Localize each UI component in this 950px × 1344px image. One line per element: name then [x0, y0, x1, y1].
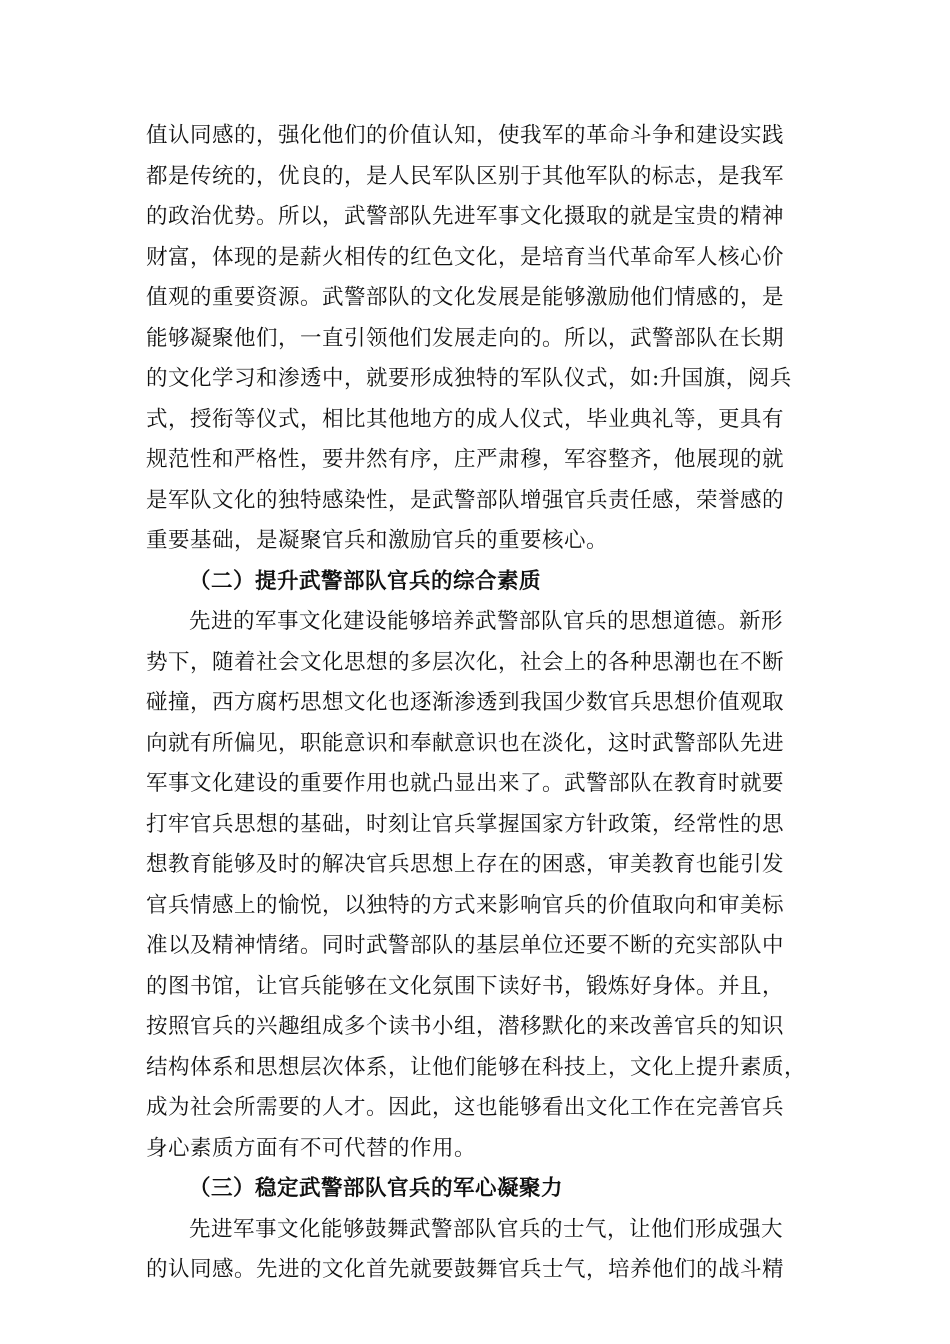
text-line: 向就有所偏见，职能意识和奉献意识也在淡化，这时武警部队先进: [146, 730, 785, 756]
text-line: 打牢官兵思想的基础，时刻让官兵掌握国家方针政策，经常性的思: [146, 811, 785, 837]
text-line: 想教育能够及时的解决官兵思想上存在的困惑，审美教育也能引发: [146, 852, 785, 877]
text-line: 式，授衔等仪式，相比其他地方的成人仪式，毕业典礼等，更具有: [146, 406, 785, 432]
text-line: 先进军事文化能够鼓舞武警部队官兵的士气，让他们形成强大: [189, 1216, 784, 1242]
text-line: 规范性和严格性，要井然有序，庄严肃穆，军容整齐，他展现的就: [146, 447, 785, 472]
text-line: 先进的军事文化建设能够培养武警部队官兵的思想道德。新形: [189, 609, 784, 634]
paragraph-2: [146, 602, 820, 1169]
text-line: 的图书馆，让官兵能够在文化氛围下读好书，锻炼好身体。并且，: [146, 973, 785, 999]
text-line: 身心素质方面有不可代替的作用。: [146, 1135, 477, 1161]
text-line: 值认同感的，强化他们的价值认知，使我军的革命斗争和建设实践: [146, 123, 785, 148]
text-line: 值观的重要资源。武警部队的文化发展是能够激励他们情感的，是: [146, 285, 785, 310]
text-line: 财富，体现的是薪火相传的红色文化，是培育当代革命军人核心价: [146, 244, 785, 270]
text-line: 都是传统的，优良的，是人民军队区别于其他军队的标志，是我军: [146, 163, 785, 189]
text-line: 按照官兵的兴趣组成多个读书小组，潜移默化的来改善官兵的知识: [146, 1014, 785, 1039]
text-line: 碰撞，西方腐朽思想文化也逐渐渗透到我国少数官兵思想价值观取: [146, 690, 785, 715]
paragraph-1: [146, 116, 820, 562]
text-line: 结构体系和思想层次体系，让他们能够在科技上，文化上提升素质，: [146, 1054, 807, 1080]
text-line: 势下，随着社会文化思想的多层次化，社会上的各种思潮也在不断: [146, 649, 785, 675]
text-line: 的文化学习和渗透中，就要形成独特的军队仪式，如:升国旗，阅兵: [146, 366, 792, 391]
text-line: 能够凝聚他们，一直引领他们发展走向的。所以，武警部队在长期: [146, 325, 785, 351]
text-line: 军事文化建设的重要作用也就凸显出来了。武警部队在教育时就要: [146, 771, 785, 796]
text-line: 准以及精神情绪。同时武警部队的基层单位还要不断的充实部队中: [146, 933, 785, 958]
text-line: 官兵情感上的愉悦，以独特的方式来影响官兵的价值取向和审美标: [146, 892, 785, 918]
document-body: [146, 116, 820, 1291]
section-heading-3: （三）稳定武警部队官兵的军心凝聚力: [189, 1176, 564, 1201]
text-line: 成为社会所需要的人才。因此，这也能够看出文化工作在完善官兵: [146, 1095, 785, 1120]
text-line: 重要基础，是凝聚官兵和激励官兵的重要核心。: [146, 528, 609, 553]
text-line: 的认同感。先进的文化首先就要鼓舞官兵士气，培养他们的战斗精: [146, 1257, 785, 1282]
section-heading-2: （二）提升武警部队官兵的综合素质: [189, 568, 542, 594]
paragraph-3: [146, 1210, 820, 1291]
text-line: 的政治优势。所以，武警部队先进军事文化摄取的就是宝贵的精神: [146, 204, 785, 229]
text-line: 是军队文化的独特感染性，是武警部队增强官兵责任感，荣誉感的: [146, 487, 785, 513]
